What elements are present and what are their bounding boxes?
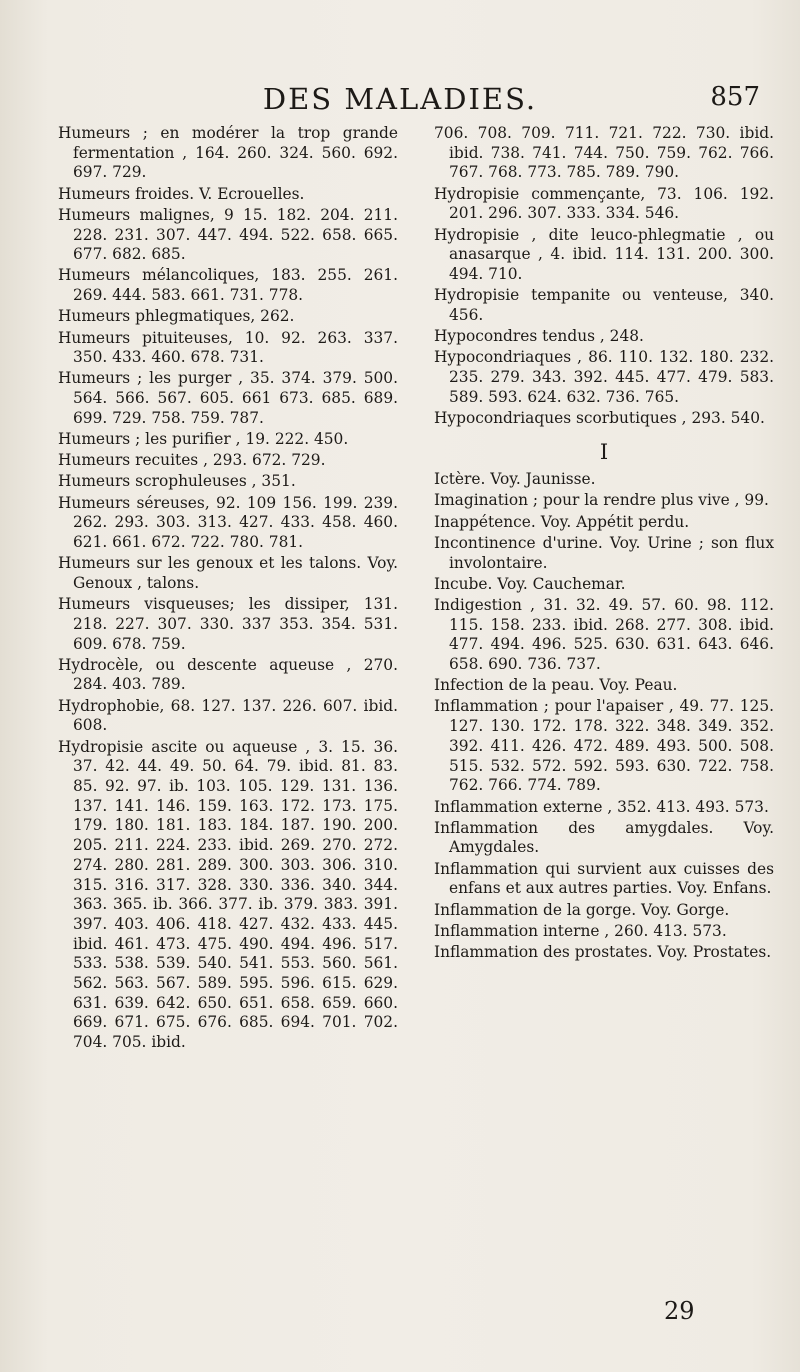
index-entry: Inflammation des prostates. Voy. Prostates. [434, 942, 772, 961]
index-entry: Hydropisie ascite ou aqueuse , 3. 15. 36. 37. 42. 44. 49. 50. 64. 79. ibid. 81. 83. 85. 92. 97. ib. 103. 105. 129. 131. 136. 137. 141. 146. 159. 163. 172. 173. 175. 179. 180. 181. 183. 184. 187. 190. 200. 205. 211. 224. 233. ibid. 269. 270. 272. 274. 280. 281. 289. 300. 303. 306. 310. 315. 316. 317. 328. 330. 336. 340. 344. 363. 365. ib. 366. 377. ib. 379. 383. 391. 397. 403. 406. 418. 427. 432. 433. 445. ibid. 461. 473. 475. 490. 494. 496. 517. 533. 538. 539. 540. 541. 553. 560. 561. 562. 563. 567. 589. 595. 596. 615. 629. 631. 639. 642. 650. 651. 658. 659. 660. 669. 671. 675. 676. 685. 694. 701. 702. 704. 705. ibid. [58, 737, 398, 1052]
index-entry: Humeurs ; en modérer la trop grande fermentation , 164. 260. 324. 560. 692. 697. 729. [58, 124, 398, 182]
index-entry: 706. 708. 709. 711. 721. 722. 730. ibid. ibid. 738. 741. 744. 750. 759. 762. 766. 767. 768. 773. 785. 789. 790. [434, 124, 774, 182]
index-entry: Inflammation des amygdales. Voy. Amygdales. [434, 818, 774, 857]
index-entry: Hydropisie commençante, 73. 106. 192. 201. 296. 307. 333. 334. 546. [434, 184, 774, 223]
index-entry: Inflammation externe , 352. 413. 493. 573. [434, 797, 769, 816]
index-entry: Hypocondriaques , 86. 110. 132. 180. 232. 235. 279. 343. 392. 445. 477. 479. 583. 589. 593. 624. 632. 736. 765. [434, 348, 774, 406]
index-entry: Humeurs recuites , 293. 672. 729. [58, 451, 326, 470]
index-entry: Humeurs séreuses, 92. 109 156. 199. 239. 262. 293. 303. 313. 427. 433. 458. 460. 621. 661. 672. 722. 780. 781. [58, 493, 398, 552]
index-entry: Humeurs ; les purger , 35. 374. 379. 500. 564. 566. 567. 605. 661 673. 685. 689. 699. 729. 758. 759. 787. [58, 369, 398, 427]
running-title: DES MALADIES. [262, 82, 538, 116]
index-entry: Humeurs phlegmatiques, 262. [58, 307, 295, 326]
index-entry: Humeurs pituiteuses, 10. 92. 263. 337. 350. 433. 460. 678. 731. [58, 328, 398, 367]
right-column-entries-h [434, 124, 774, 429]
index-entry: Hydropisie , dite leuco-phlegmatie , ou anasarque , 4. ibid. 114. 131. 200. 300. 494. 710. [434, 225, 774, 283]
index-entry: Incontinence d'urine. Voy. Urine ; son flux involontaire. [434, 533, 774, 572]
index-entry: Infection de la peau. Voy. Peau. [434, 676, 678, 695]
page-header [0, 82, 800, 126]
index-columns [58, 124, 774, 1054]
index-entry: Inflammation ; pour l'apaiser , 49. 77. 125. 127. 130. 172. 178. 322. 348. 349. 352. 392. 411. 426. 472. 489. 493. 500. 508. 515. 532. 572. 592. 593. 630. 722. 758. 762. 766. 774. 789. [434, 697, 774, 795]
index-entry: Humeurs scrophuleuses , 351. [58, 472, 296, 491]
index-entry: Hypocondriaques scorbutiques , 293. 540. [434, 408, 765, 427]
left-column [58, 124, 398, 1054]
index-entry: Humeurs froides. V. Ecrouelles. [58, 184, 305, 203]
index-entry: Hydrophobie, 68. 127. 137. 226. 607. ibid. 608. [58, 696, 398, 735]
index-entry: Inappétence. Voy. Appétit perdu. [434, 512, 690, 531]
page-number: 857 [710, 82, 760, 112]
index-entry: Hydrocèle, ou descente aqueuse , 270. 284. 403. 789. [58, 655, 398, 694]
index-entry: Hydropisie tempanite ou venteuse, 340. 456. [434, 286, 774, 324]
printer-signature: 29 [664, 1297, 695, 1325]
index-entry: Humeurs ; les purifier , 19. 222. 450. [58, 430, 349, 449]
right-column [434, 124, 774, 1054]
index-entry: Inflammation qui survient aux cuisses des enfans et aux autres parties. Voy. Enfans. [434, 859, 774, 898]
index-entry: Ictère. Voy. Jaunisse. [434, 470, 596, 489]
index-entry: Inflammation interne , 260. 413. 573. [434, 921, 727, 940]
index-entry: Humeurs malignes, 9 15. 182. 204. 211. 228. 231. 307. 447. 494. 522. 658. 665. 677. 682. 685. [58, 205, 398, 264]
right-column-entries-i [434, 470, 774, 962]
index-entry: Indigestion , 31. 32. 49. 57. 60. 98. 112. 115. 158. 233. ibid. 268. 277. 308. ibid. 477. 494. 496. 525. 630. 631. 643. 646. 658. 690. 736. 737. [434, 595, 774, 674]
index-entry: Inflammation de la gorge. Voy. Gorge. [434, 900, 730, 919]
index-entry: Incube. Voy. Cauchemar. [434, 574, 626, 593]
index-entry: Humeurs visqueuses; les dissiper, 131. 218. 227. 307. 330. 337 353. 354. 531. 609. 678. 759. [58, 595, 398, 653]
index-entry: Imagination ; pour la rendre plus vive , 99. [434, 491, 769, 510]
letter-heading: I [599, 439, 609, 464]
index-entry: Hypocondres tendus , 248. [434, 327, 644, 346]
index-entry: Humeurs sur les genoux et les talons. Voy. Genoux , talons. [58, 554, 398, 592]
index-entry: Humeurs mélancoliques, 183. 255. 261. 269. 444. 583. 661. 731. 778. [58, 266, 398, 305]
